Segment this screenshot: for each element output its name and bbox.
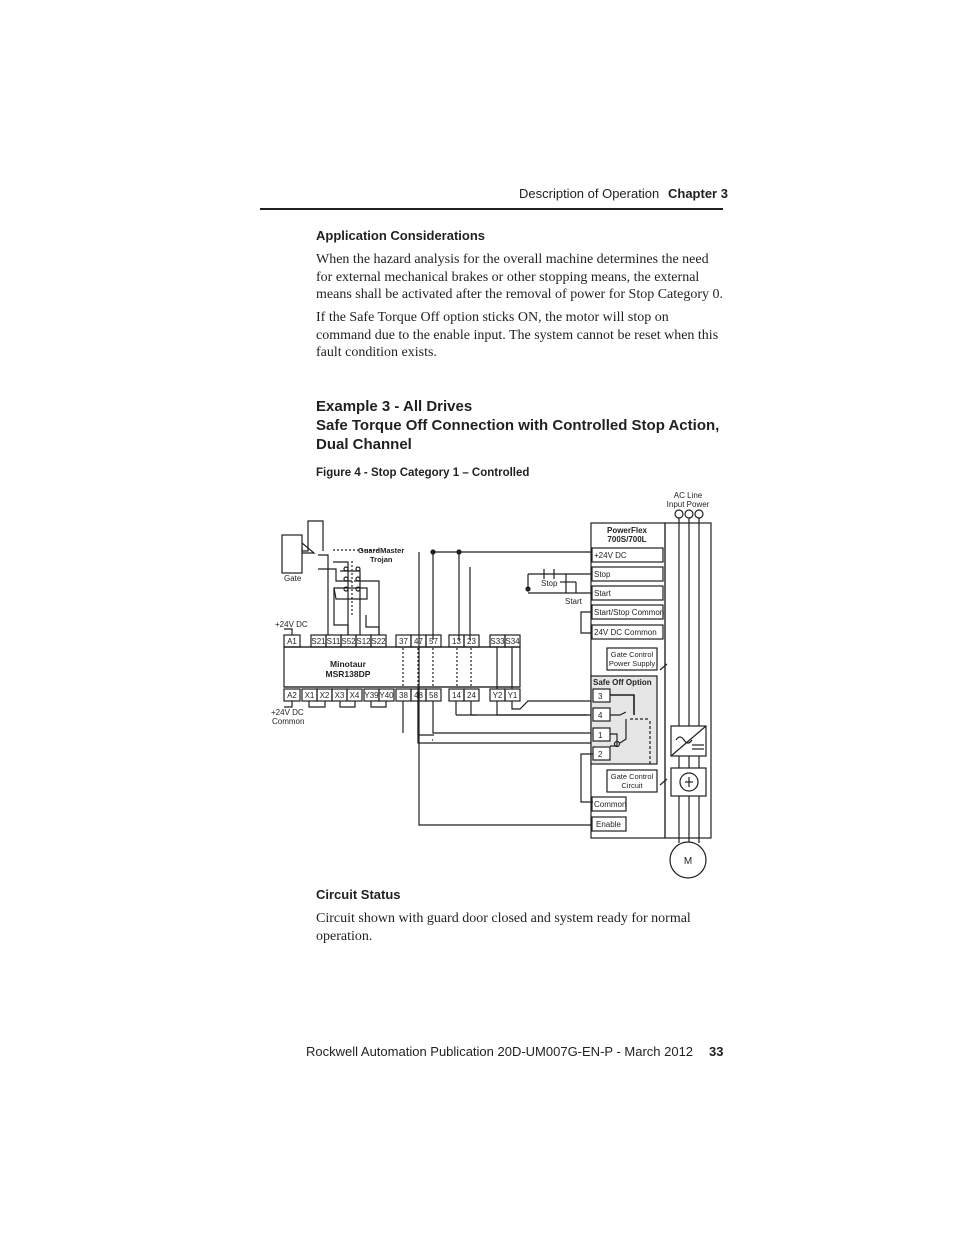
top-terminal-label: S21 [311, 637, 326, 646]
wiring-diagram [260, 485, 720, 880]
running-header-section: Description of Operation [519, 186, 660, 201]
drive-terminal-label: Stop [594, 570, 611, 579]
top-terminal-labels [287, 637, 520, 646]
application-considerations-para-2: If the Safe Torque Off option sticks ON, the motor will stop on command due to the enable input. The system cannot be reset when this fault condition exists. [316, 310, 719, 360]
bottom-terminal-label: X4 [349, 691, 360, 700]
label-minotaur-2: MSR138DP [325, 669, 371, 679]
label-guardmaster-1: GuardMaster [358, 546, 405, 555]
safe-off-pin-label: 2 [598, 750, 603, 759]
safe-off-pin-label: 4 [598, 711, 603, 720]
label-powerflex-1: PowerFlex [606, 526, 648, 535]
top-terminal-label: 47 [414, 637, 423, 646]
drive-terminal-labels [594, 551, 664, 637]
label-motor: M [683, 856, 693, 867]
label-safe-off-option: Safe Off Option [593, 678, 652, 687]
bottom-terminal-label: Y1 [507, 691, 518, 700]
label-plus24-common-1: +24V DC [271, 708, 304, 717]
bottom-terminal-label: 38 [399, 691, 408, 700]
application-considerations-para-1: When the hazard analysis for the overall machine determines the need for external mechanical brakes or other stopping means, the external means shall be activated after the removal of power for Stop Category 0. [316, 252, 724, 302]
label-guardmaster-2: Trojan [370, 555, 393, 564]
label-start-button: Start [565, 597, 582, 606]
safe-off-pin-label: 1 [598, 731, 603, 740]
bottom-terminal-label: 58 [429, 691, 438, 700]
label-ac-line-2: Input Power [666, 500, 710, 509]
bottom-terminal-label: A2 [287, 691, 297, 700]
example-heading [316, 397, 726, 454]
bottom-terminal-label: Y39 [364, 691, 379, 700]
label-gc-power-2: Power Supply [608, 659, 656, 668]
top-terminal-label: 23 [467, 637, 476, 646]
safe-off-pin-label: 3 [598, 692, 603, 701]
label-plus24-common-2: Common [272, 717, 305, 726]
label-gc-circuit-2: Circuit [621, 781, 643, 790]
drive-enable-label: Enable [596, 820, 621, 829]
minotaur-relay-box [284, 647, 520, 687]
top-terminal-label: S12 [356, 637, 371, 646]
label-powerflex-2: 700S/700L [607, 535, 647, 544]
top-terminal-label: 37 [399, 637, 408, 646]
ac-line-terminal-2 [685, 510, 693, 518]
figure-caption: Figure 4 - Stop Category 1 – Controlled [316, 467, 530, 479]
top-terminal-label: S22 [371, 637, 386, 646]
label-gc-circuit-1: Gate Control [610, 772, 654, 781]
ac-line-terminal-1 [675, 510, 683, 518]
example-heading-line-2: Safe Torque Off Connection with Controlled Stop Action, Dual Channel [316, 417, 720, 453]
ac-line-terminal-3 [695, 510, 703, 518]
page-number: 33 [709, 1044, 724, 1059]
drive-terminal-label: 24V DC Common [594, 628, 657, 637]
bottom-terminal-label: Y40 [379, 691, 394, 700]
label-minotaur-1: Minotaur [330, 659, 366, 669]
drive-terminal-label: Start/Stop Common [594, 608, 665, 617]
bottom-terminal-label: Y2 [492, 691, 503, 700]
bottom-terminal-labels [287, 691, 518, 700]
label-ac-line-1: AC Line [673, 491, 703, 500]
gate-switch-symbol [282, 535, 302, 573]
label-stop-button: Stop [541, 579, 558, 588]
example-heading-line-1: Example 3 - All Drives [316, 398, 473, 415]
bottom-terminal-label: X3 [334, 691, 345, 700]
bottom-terminal-label: X1 [304, 691, 315, 700]
label-plus24-top: +24V DC [275, 620, 308, 629]
bottom-terminal-label: 14 [452, 691, 461, 700]
circuit-status-heading: Circuit Status [316, 887, 401, 902]
bottom-terminal-label: X2 [319, 691, 330, 700]
drive-common-label: Common [594, 800, 627, 809]
circuit-status-text: Circuit shown with guard door closed and system ready for normal operation. [316, 911, 691, 944]
top-terminal-label: 13 [452, 637, 461, 646]
drive-terminal-label: Start [594, 589, 611, 598]
label-gate: Gate [284, 574, 302, 583]
footer-publication: Rockwell Automation Publication 20D-UM007G-EN-P - March 2012 [306, 1044, 694, 1059]
running-header-chapter: Chapter 3 [668, 186, 728, 201]
bottom-terminal-label: 24 [467, 691, 476, 700]
drive-terminal-label: +24V DC [594, 551, 627, 560]
top-terminal-label: 57 [429, 637, 438, 646]
header-rule [260, 208, 723, 210]
label-gc-power-1: Gate Control [610, 650, 654, 659]
top-terminal-label: S33 [490, 637, 505, 646]
top-terminal-label: A1 [287, 637, 297, 646]
top-terminal-label: S52 [341, 637, 356, 646]
top-terminal-label: S34 [505, 637, 520, 646]
bottom-terminal-label: 48 [414, 691, 423, 700]
application-considerations-heading: Application Considerations [316, 228, 486, 243]
top-terminal-label: S11 [326, 637, 341, 646]
